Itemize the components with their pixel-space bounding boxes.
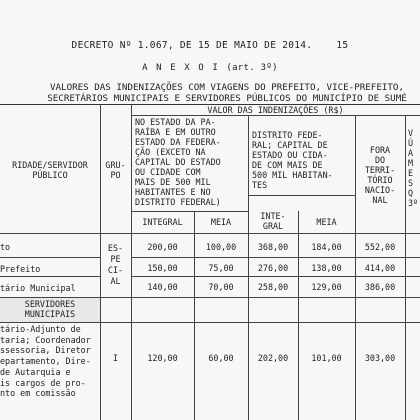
header-bottom-line xyxy=(0,233,420,234)
title-line-1: VALORES DAS INDENIZAÇÕES COM VIAGENS DO PREFEITO, VICE-PREFEITO, xyxy=(49,82,404,93)
row-value: 138,00 xyxy=(311,263,342,273)
state-header-line xyxy=(131,211,248,212)
row-value: 140,00 xyxy=(147,282,178,292)
sub-meia: MEIA xyxy=(210,217,232,227)
row-value: 276,00 xyxy=(257,263,289,273)
row-line-2b xyxy=(131,276,420,277)
row-value: 200,00 xyxy=(147,242,178,252)
group-header: GRU- PO xyxy=(105,160,126,180)
row-label: to xyxy=(0,242,11,252)
row-value: 414,00 xyxy=(364,263,396,273)
row-label: Prefeito xyxy=(0,264,41,274)
row-line-3 xyxy=(0,297,420,298)
row-value: 303,00 xyxy=(364,353,396,363)
row-value: 100,00 xyxy=(205,242,237,252)
document-title xyxy=(12,82,420,104)
values-header: VALOR DAS INDENIZAÇÕES (R$) xyxy=(207,105,344,115)
servants-header: SERVIDORES MUNICIPAIS xyxy=(24,299,76,319)
row-value: 202,00 xyxy=(257,353,289,363)
row-value: 184,00 xyxy=(311,242,342,252)
df-header-line xyxy=(248,195,355,196)
decree-title xyxy=(0,40,420,51)
row-value: 129,00 xyxy=(311,282,342,292)
row-value: 258,00 xyxy=(257,282,289,292)
special-group-cell: ES- PE CI- AL xyxy=(107,243,124,286)
page-number: 15 xyxy=(336,40,349,51)
row-value: 120,00 xyxy=(147,353,178,363)
row-value: 150,00 xyxy=(147,263,178,273)
row-label: tário Municipal xyxy=(0,283,76,293)
sub-integral-df: INTE- GRAL xyxy=(260,211,286,231)
row-line-1 xyxy=(0,257,100,258)
cut-off-header: V Ú A M E S Q 3º xyxy=(408,128,419,208)
row-value: 552,00 xyxy=(364,242,396,252)
row-line-4 xyxy=(0,322,420,323)
outside-country-header: FORA DO TERRI- TÓRIO NACIO- NAL xyxy=(364,145,396,205)
servant-row-label: tário-Adjunto de taria; Coordenador ssessoria, Diretor epartamento, Dire- de Autarquia e is cargos de pro- nto em comissão xyxy=(0,324,91,399)
row-value: 386,00 xyxy=(364,282,396,292)
df-header: DISTRITO FEDE- RAL; CAPITAL DE ESTADO OU CIDA- DE COM MAIS DE 500 MIL HABITAN- TES xyxy=(252,130,333,190)
row-value: 60,00 xyxy=(208,353,234,363)
servant-group: I xyxy=(112,353,119,363)
sub-meia-df: MEIA xyxy=(316,217,337,227)
col-line-2 xyxy=(131,104,132,420)
row-value: 101,00 xyxy=(311,353,342,363)
col-line-7 xyxy=(405,115,406,420)
row-value: 75,00 xyxy=(208,263,234,273)
title-line-2: SECRETÁRIOS MUNICIPAIS E SERVIDORES PÚBLICOS DO MUNICÍPIO DE SUMÉ xyxy=(47,93,407,104)
annex-label: A N E X O I xyxy=(142,63,220,73)
annex-title xyxy=(0,63,420,73)
state-header: NO ESTADO DA PA- RAÍBA E EM OUTRO ESTADO DA FEDERA- ÇÃO (EXCETO NA CAPITAL DO ESTADO OU CIDADE COM MAIS DE 500 MIL HABITANTES E NO DISTRITO FEDERAL) xyxy=(135,117,221,207)
annex-article: (art. 3º) xyxy=(226,63,278,73)
row-value: 70,00 xyxy=(208,282,234,292)
authority-header: RIDADE/SERVIDOR PÚBLICO xyxy=(12,160,88,180)
sub-integral: INTEGRAL xyxy=(142,217,183,227)
values-header-line xyxy=(131,115,420,116)
row-line-2 xyxy=(0,276,100,277)
row-line-1b xyxy=(131,257,420,258)
row-value: 368,00 xyxy=(257,242,289,252)
decree-text: DECRETO Nº 1.067, DE 15 DE MAIO DE 2014. xyxy=(71,40,313,51)
